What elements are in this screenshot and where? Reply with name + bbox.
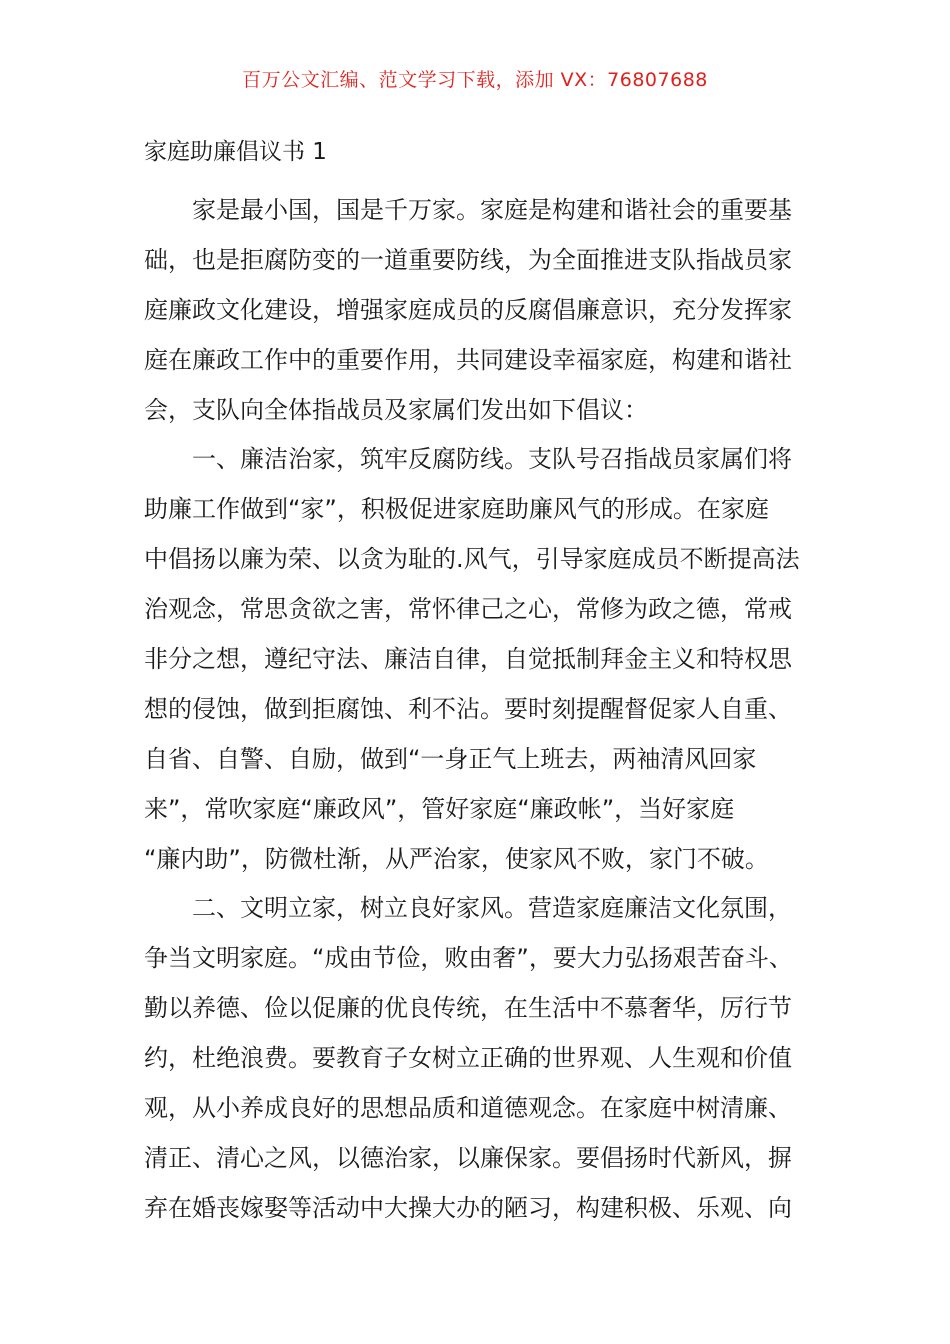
text-line: 会，支队向全体指战员及家属们发出如下倡议：: [144, 395, 648, 424]
text-line: 争当文明家庭。“成由节俭，败由奢”，要大力弘扬艰苦奋斗、: [144, 944, 793, 973]
text-line: 助廉工作做到“家”，积极促进家庭助廉风气的形成。在家庭: [144, 495, 769, 524]
text-line: 约，杜绝浪费。要教育子女树立正确的世界观、人生观和价值: [144, 1044, 792, 1073]
text-line: 础，也是拒腐防变的一道重要防线，为全面推进支队指战员家: [144, 245, 792, 274]
text-line: 庭在廉政工作中的重要作用，共同建设幸福家庭，构建和谐社: [144, 345, 792, 374]
document-body: [144, 134, 816, 1234]
text-line: 家是最小国，国是千万家。家庭是构建和谐社会的重要基: [144, 196, 792, 224]
text-line: 勤以养德、俭以促廉的优良传统，在生活中不慕奢华，厉行节: [144, 994, 792, 1023]
text-line: 想的侵蚀，做到拒腐蚀、利不沾。要时刻提醒督促家人自重、: [144, 694, 792, 723]
text-line: 二、文明立家，树立良好家风。营造家庭廉洁文化氛围，: [144, 894, 792, 923]
text-line: 来”，常吹家庭“廉政风”，管好家庭“廉政帐”，当好家庭: [144, 794, 735, 823]
header-banner: 百万公文汇编、范文学习下载，添加 VX：76807688: [242, 69, 708, 91]
text-line: 非分之想，遵纪守法、廉洁自律，自觉抵制拜金主义和特权思: [144, 645, 792, 674]
text-line: 观，从小养成良好的思想品质和道德观念。在家庭中树清廉、: [144, 1094, 792, 1123]
text-line: 自省、自警、自励，做到“一身正气上班去，两袖清风回家: [144, 744, 757, 773]
document-title: 家庭助廉倡议书 1: [144, 139, 327, 165]
text-line: 庭廉政文化建设，增强家庭成员的反腐倡廉意识，充分发挥家: [144, 295, 792, 324]
text-line: 清正、清心之风，以德治家，以廉保家。要倡扬时代新风，摒: [144, 1143, 792, 1172]
text-line: 一、廉洁治家，筑牢反腐防线。支队号召指战员家属们将: [144, 445, 792, 474]
text-line: “廉内助”，防微杜渐，从严治家，使家风不败，家门不破。: [144, 844, 769, 873]
paragraph-section-1: [144, 435, 816, 884]
text-line: 弃在婚丧嫁娶等活动中大操大办的陋习，构建积极、乐观、向: [144, 1193, 792, 1222]
paragraph-intro: [144, 186, 816, 435]
text-line: 治观念，常思贪欲之害，常怀律己之心，常修为政之德，常戒: [144, 595, 792, 624]
paragraph-section-2: [144, 884, 816, 1233]
text-line: 中倡扬以廉为荣、以贪为耻的.风气，引导家庭成员不断提高法: [144, 545, 800, 574]
